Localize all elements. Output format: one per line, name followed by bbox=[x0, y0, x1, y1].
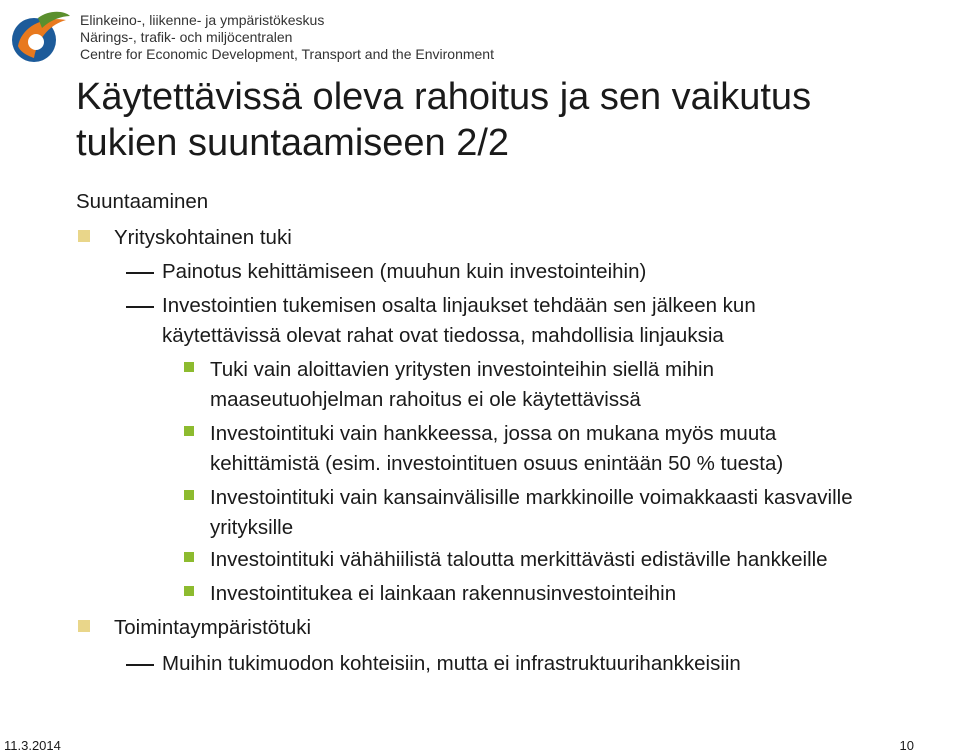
dash-bullet-icon bbox=[126, 306, 154, 308]
dash-bullet-icon bbox=[126, 664, 154, 666]
bullet-level3-line1: Investointituki vain hankkeessa, jossa on mukana myös muuta bbox=[210, 422, 777, 445]
bullet-level1: Toimintaympäristötuki bbox=[114, 616, 312, 639]
bullet-level1: Yrityskohtainen tuki bbox=[114, 226, 292, 249]
square-bullet-icon bbox=[184, 586, 194, 596]
bullet-level2: Muihin tukimuodon kohteisiin, mutta ei infrastruktuurihankkeisiin bbox=[162, 652, 741, 675]
section-heading: Suuntaaminen bbox=[76, 190, 209, 213]
page-number: 10 bbox=[899, 738, 914, 753]
square-bullet-icon bbox=[184, 490, 194, 500]
square-bullet-icon bbox=[78, 230, 90, 242]
org-line-fi: Elinkeino-, liikenne- ja ympäristökeskus bbox=[80, 12, 325, 28]
square-bullet-icon bbox=[78, 620, 90, 632]
bullet-level3-line1: Tuki vain aloittavien yritysten investointeihin siellä mihin bbox=[210, 358, 715, 381]
bullet-level3-line1: Investointituki vain kansainvälisille markkinoille voimakkaasti kasvaville bbox=[210, 486, 853, 509]
footer-date: 11.3.2014 bbox=[4, 738, 61, 753]
bullet-level2-line1: Investointien tukemisen osalta linjaukset tehdään sen jälkeen kun bbox=[162, 294, 756, 317]
org-line-sv: Närings-, trafik- och miljöcentralen bbox=[80, 29, 293, 45]
square-bullet-icon bbox=[184, 362, 194, 372]
bullet-level3: Investointitukea ei lainkaan rakennusinvestointeihin bbox=[210, 582, 677, 605]
bullet-level3-line2: kehittämistä (esim. investointituen osuus enintään 50 % tuesta) bbox=[210, 452, 784, 475]
bullet-level3-line2: maaseutuohjelman rahoitus ei ole käytettävissä bbox=[210, 388, 641, 411]
title-line-1: Käytettävissä oleva rahoitus ja sen vaikutus bbox=[76, 76, 812, 118]
bullet-level2: Painotus kehittämiseen (muuhun kuin investointeihin) bbox=[162, 260, 647, 283]
dash-bullet-icon bbox=[126, 272, 154, 274]
bullet-level2-line2: käytettävissä olevat rahat ovat tiedossa, mahdollisia linjauksia bbox=[162, 324, 724, 347]
title-line-2: tukien suuntaamiseen 2/2 bbox=[76, 122, 510, 164]
square-bullet-icon bbox=[184, 552, 194, 562]
square-bullet-icon bbox=[184, 426, 194, 436]
bullet-level3-line2: yrityksille bbox=[210, 516, 294, 539]
bullet-level3: Investointituki vähähiilistä taloutta merkittävästi edistäville hankkeille bbox=[210, 548, 828, 571]
org-line-en: Centre for Economic Development, Transport and the Environment bbox=[80, 46, 494, 62]
